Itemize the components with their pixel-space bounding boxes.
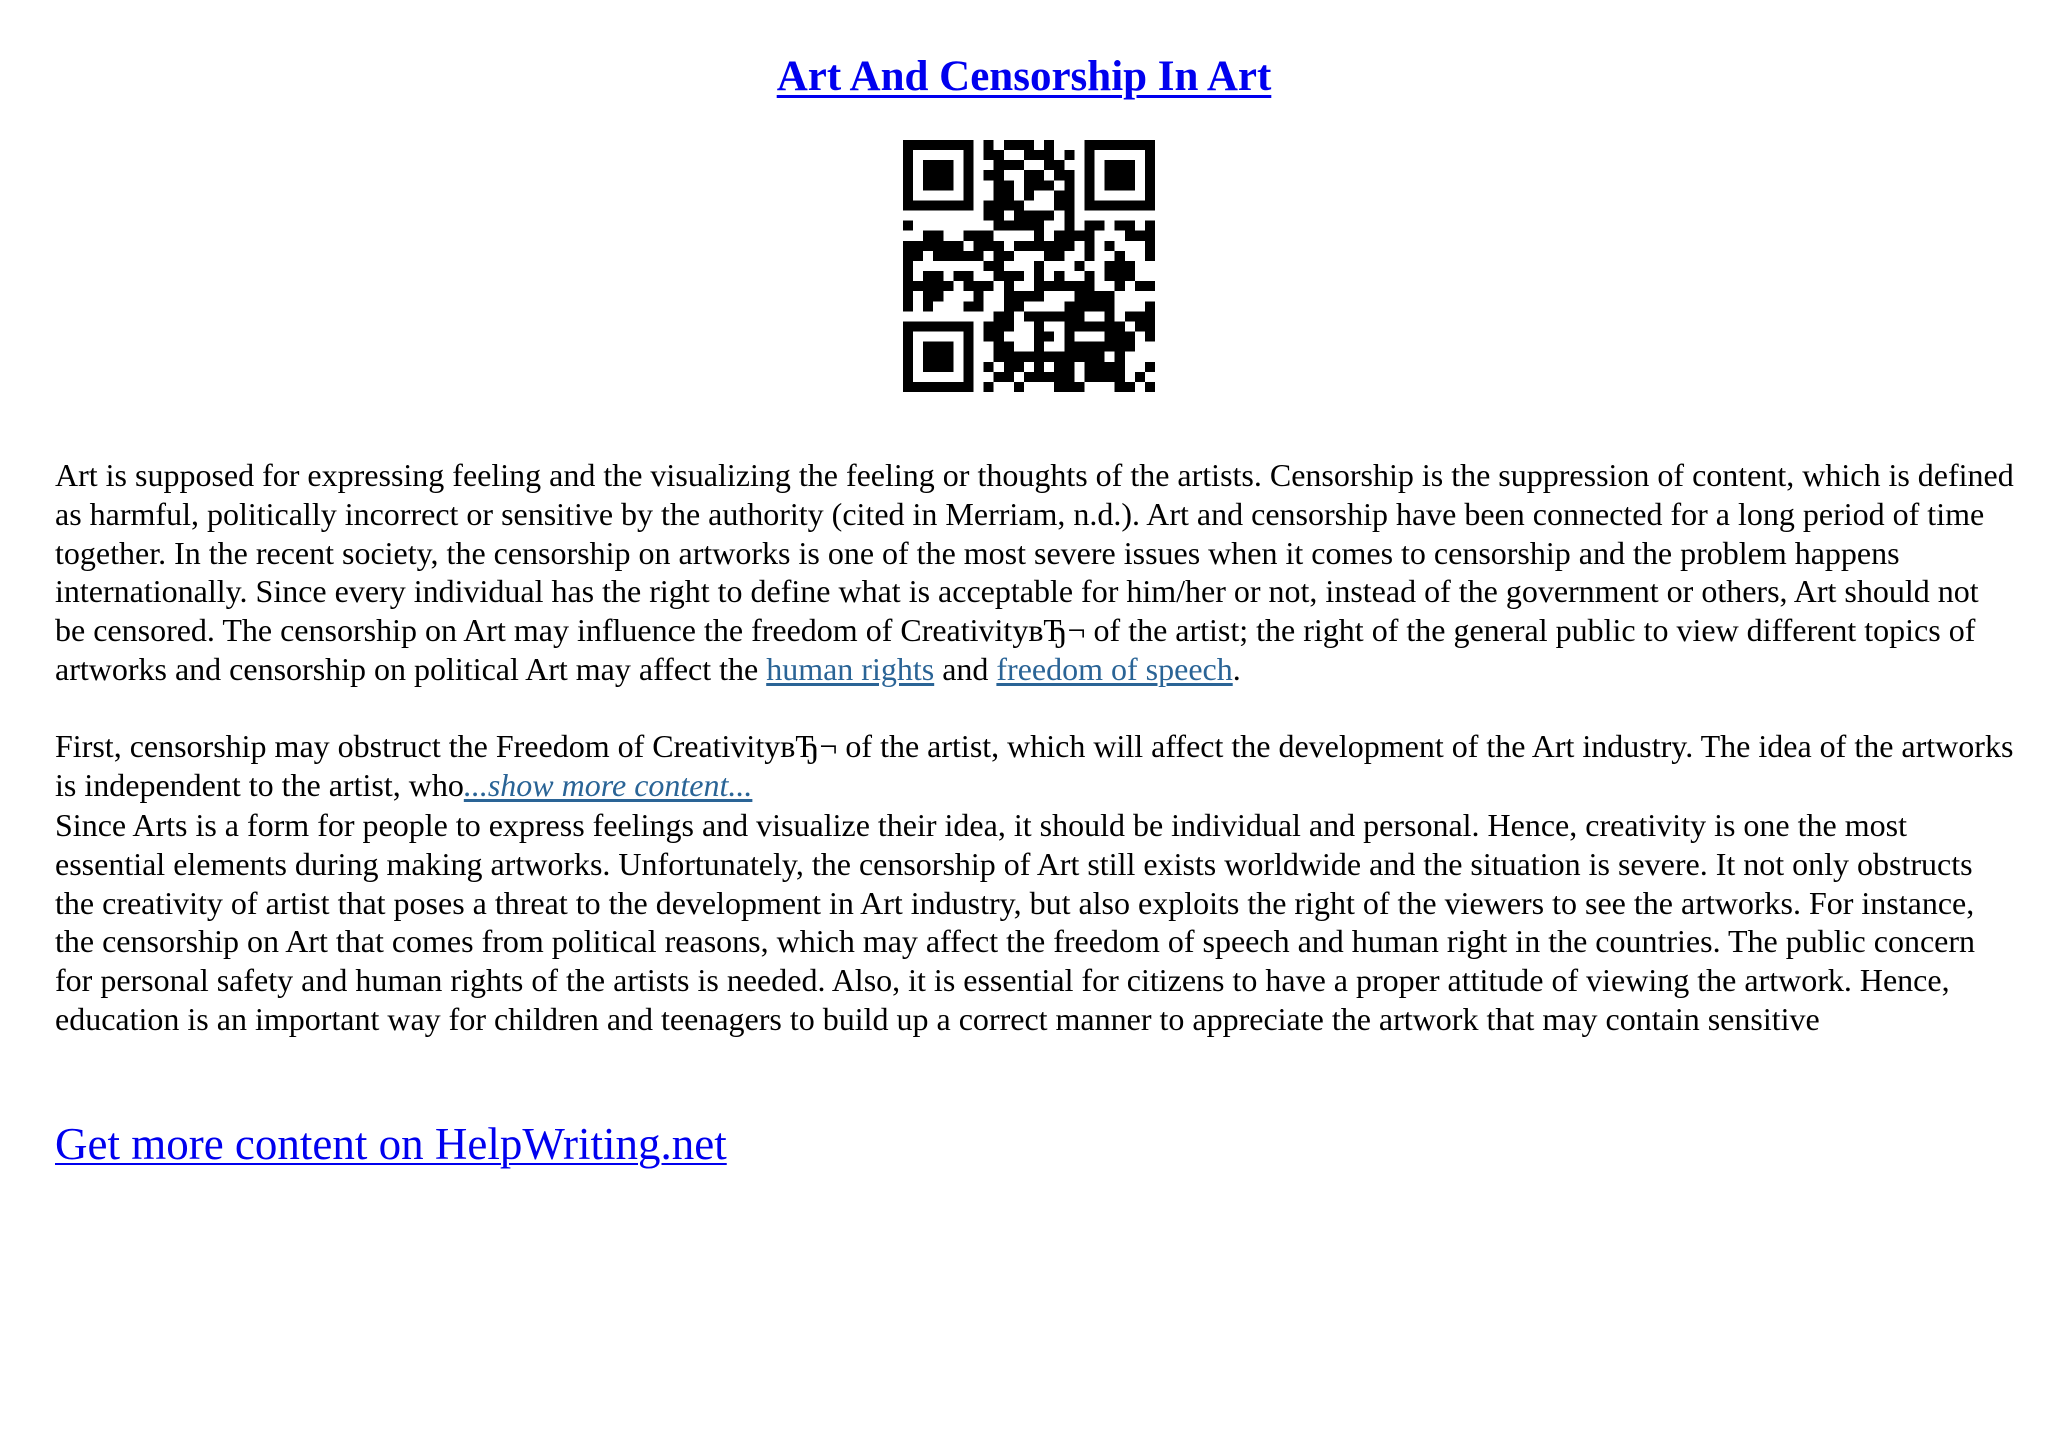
qr-code-image — [903, 140, 1155, 392]
paragraph-conclusion-text: Since Arts is a form for people to express feelings and visualize their idea, it should be individual and personal. Hence, creativity is one the most essential elements during making artworks. Unfortunately, the censorship of Art still exists worldwide and the situation is severe. It not only obstructs the creativity of artist that poses a threat to the development in Art industry, but also exploits the right of the viewers to see the artworks. For instance, the censorship on Art that comes from political reasons, which may affect the freedom of speech and human right in the countries. The public concern for personal safety and human rights of the artists is needed. Also, it is essential for citizens to have a proper attitude of viewing the artwork. Hence, education is an important way for children and teenagers to build up a correct manner to appreciate the artwork that may contain sensitive — [55, 807, 1975, 1037]
qr-code-graphic — [903, 140, 1155, 392]
paragraph-first-argument — [55, 727, 2015, 805]
show-more-content-link[interactable]: ...show more content... — [463, 766, 753, 803]
title-container — [0, 52, 2048, 101]
get-more-content-link[interactable]: Get more content on HelpWriting.net — [55, 1119, 727, 1169]
freedom-of-speech-link[interactable]: freedom of speech — [996, 650, 1233, 687]
paragraph-intro — [55, 456, 2015, 689]
paragraph-intro-end: . — [1232, 650, 1241, 687]
paragraph-conclusion — [55, 806, 2015, 1039]
paragraph-intro-joiner: and — [934, 650, 997, 687]
page-title-link[interactable]: Art And Censorship In Art — [776, 53, 1272, 100]
human-rights-link[interactable]: human rights — [766, 650, 935, 687]
paragraph-first-argument-text: First, censorship may obstruct the Freedom of CreativityвЂ¬ of the artist, which will affect the development of the Art industry. The idea of the artworks is independent to the artist, who — [55, 728, 2014, 803]
paragraph-intro-text: Art is supposed for expressing feeling and the visualizing the feeling or thoughts of the artists. Censorship is the suppression of content, which is defined as harmful, politically incorrect or sensitive by the authority (cited in Merriam, n.d.). Art and censorship have been connected for a long period of time together. In the recent society, the censorship on artworks is one of the most severe issues when it comes to censorship and the problem happens internationally. Since every individual has the right to define what is acceptable for him/her or not, instead of the government or others, Art should not be censored. The censorship on Art may influence the freedom of CreativityвЂ¬ of the artist; the right of the general public to view different topics of artworks and censorship on political Art may affect the — [55, 457, 2014, 687]
